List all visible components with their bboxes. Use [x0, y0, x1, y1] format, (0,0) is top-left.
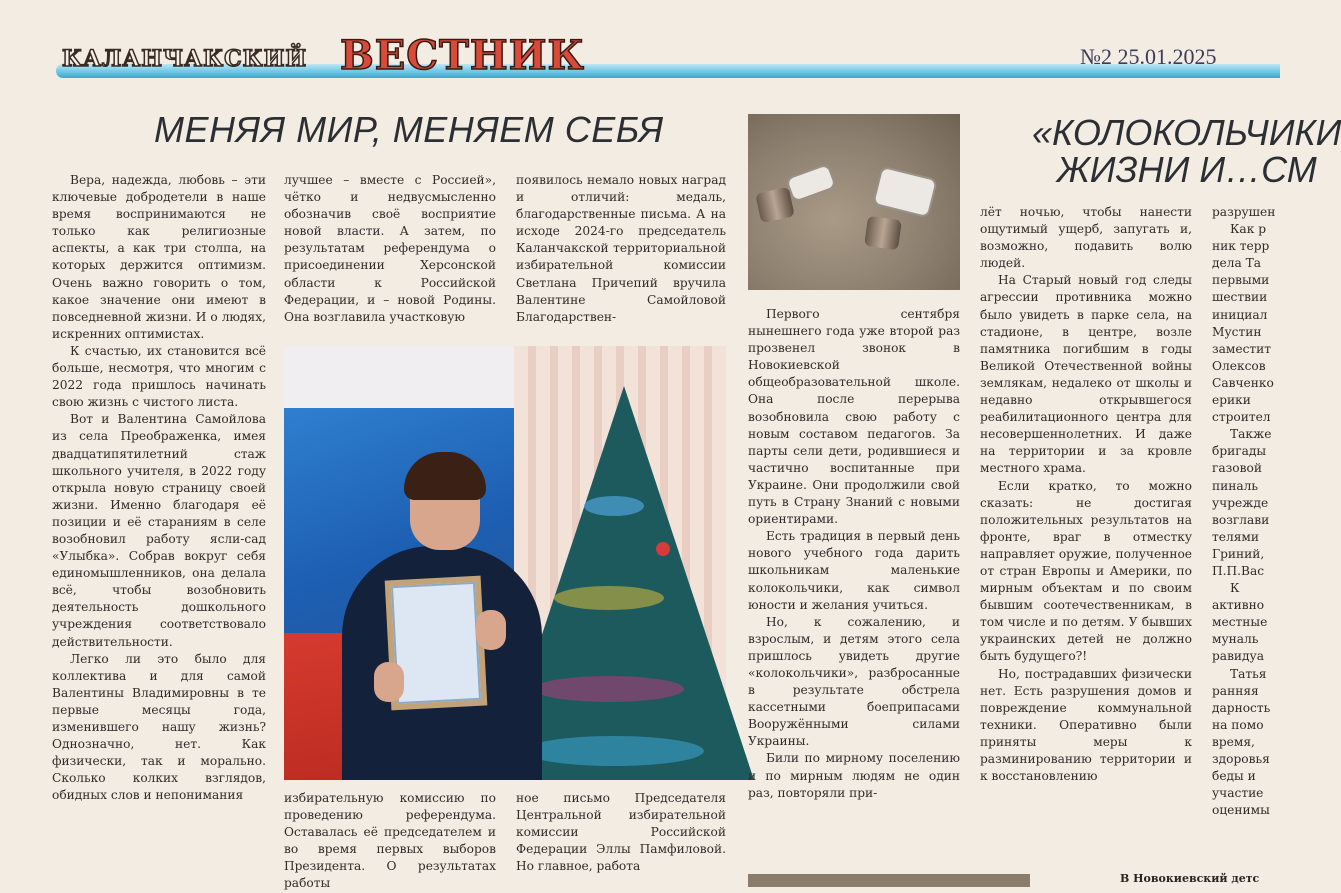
- tinsel: [524, 736, 704, 766]
- article2-paragraph: Как р ник терр дела Та первыми шествии инициал Мустин заместит Олексов Савченко ерики строител: [1212, 222, 1274, 425]
- article2-paragraph: Есть традиция в первый день нового учебного года дарить школьникам маленькие колокольчики, как символ юности и желания учиться.: [748, 529, 960, 612]
- ornament: [656, 542, 670, 556]
- article2-paragraph: К активно местные муналь равидуа: [1212, 581, 1268, 664]
- article1-paragraph: Вот и Валентина Самойлова из села Преображенка, имея двадцатипятилетний стаж школьного учителя, в 2022 году открыла новую страницу своей жизни. Именно благодаря её позиции и её стараниям в селе возобновил работу ясли-сад «Улыбка». Собрав вокруг себя единомышленников, она делала всё, чтобы возобновить деятельность дошкольного учреждения соответствовало действительности.: [52, 412, 266, 649]
- article1-column-3-top: [516, 172, 726, 342]
- article1-paragraph: Легко ли это было для коллектива и для самой Валентины Владимировны в те первые месяцы года, изменившего нашу жизнь? Однозначно, нет. Как физически, так и морально. Сколько колких взглядов, обидных слов и непонимания: [52, 651, 266, 803]
- masthead-name-big: ВЕСТНИК: [340, 32, 585, 79]
- article1-column-3-bottom: [516, 790, 726, 887]
- article1-column-2-top: [284, 172, 496, 342]
- bell-fragment: [872, 166, 938, 219]
- article1-paragraph: появилось немало новых наград и отличий: медаль, благодарственные письма. А на исходе 2024-го председатель Каланчакской территориальной избирательной комиссии Светлана Причепий вручила Валентине Самойловой Благодарствен-: [516, 173, 726, 324]
- bell: [864, 216, 902, 250]
- article1-paragraph: лучшее – вместе с Россией», чётко и недвусмысленно обозначив своё восприятие новой власти. А затем, по результатам референдума о присоединении Херсонской области к Российской Федерации, и – новой Родины. Она возглавила участковую: [284, 173, 496, 324]
- article2-paragraph: Били по мирному поселению и по мирным людям не один раз, повторяли при-: [748, 751, 960, 800]
- hand: [476, 610, 506, 650]
- article2-paragraph: Также бригады газовой пиналь учрежде возглави телями Гриний, П.П.Вас: [1212, 427, 1272, 578]
- article1-paragraph: Вера, надежда, любовь – эти ключевые добродетели в наше время воспринимаются не только как религиозные аспекты, а как три столпа, на которых держится оптимизм. Очень важно говорить о том, какое значение они имеют в повседневной жизни. И о людях, искренних оптимистах.: [52, 173, 266, 341]
- article1-photo: [284, 346, 726, 780]
- article1-column-1: [52, 172, 266, 887]
- hand: [374, 662, 404, 702]
- article2-photo: [748, 114, 960, 290]
- article2-paragraph: Но, пострадавших физически нет. Есть разрушения домов и повреждение коммунальной техники. Оперативно были приняты меры к разминированию территории и к восстановлению: [980, 666, 1192, 784]
- article1-column-2-bottom: [284, 790, 496, 891]
- masthead: [0, 0, 1280, 92]
- article2-column-1: [748, 306, 960, 887]
- article2-paragraph: На Старый новый год следы агрессии противника можно было увидеть в парке села, на стадионе, в центре, возле памятника погибшим в годы Великой Отечественной войны землякам, недалеко от школы и недавно открывшегося реабилитационного центра для несовершеннолетних. И даже на территории и за кровле местного храма.: [980, 273, 1192, 476]
- tinsel: [534, 676, 684, 702]
- masthead-name-small: КАЛАНЧАКСКИЙ: [62, 46, 308, 72]
- flag-white-stripe: [284, 346, 514, 408]
- article1-paragraph: ное письмо Председателя Центральной избирательной комиссии Российской Федерации Эллы Памфиловой. Но главное, работа: [516, 791, 726, 874]
- article1-paragraph: избирательную комиссию по проведению референдума. Оставалась её председателем и во время первых выборов Президента. О результатах работы: [284, 791, 496, 891]
- article2-paragraph: Но, к сожалению, и взрослым, и детям этого села пришлось увидеть другие «колокольчики», разбросанные в результате обстрела кассетными боеприпасами Вооружёнными силами Украины.: [748, 614, 960, 749]
- tinsel: [584, 496, 644, 516]
- article2-paragraph: Татья ранняя дарность на помо время, здоровья беды и участие оценимы: [1212, 666, 1271, 818]
- article1-headline: МЕНЯЯ МИР, МЕНЯЕМ СЕБЯ: [154, 109, 664, 150]
- tinsel: [554, 586, 664, 610]
- article1-paragraph: К счастью, их становится всё больше, несмотря, что многим с 2022 года пришлось начинать свою жизнь с чистого листа.: [52, 343, 266, 410]
- bell: [755, 187, 794, 223]
- issue-number-date: №2 25.01.2025: [1080, 44, 1217, 69]
- article2-column-2: [980, 204, 1192, 864]
- article2-bottom-photo: [748, 874, 1030, 887]
- article2-paragraph: Если кратко, то можно сказать: не достигая положительных результатов на фронте, враг в отместку направляет оружие, полученное от стран Европы и Америки, по мирным объектам и по своим бывшим соотечественникам, в том числе и по детям. У бывших украинских детей не должно быть будущего?!: [980, 478, 1192, 664]
- article2-bottom-caption: В Новокиевский детс: [1120, 872, 1260, 885]
- article2-paragraph: Первого сентября нынешнего года уже второй раз прозвенел звонок в Новокиевской общеобразовательной школе. Она после перерыва возобновила свою работу с новым составом педагогов. За парты сели дети, родившиеся и частично воспитанные при Украине. Они продолжили свой путь в Страну Знаний с новыми ориентирами.: [748, 307, 960, 527]
- bell-fragment: [785, 163, 837, 203]
- article2-paragraph: разрушен: [1212, 205, 1276, 219]
- article2-column-3: [1212, 204, 1280, 864]
- article2-headline: «КОЛОКОЛЬЧИКИ ЖИЗНИ И…СМ: [1032, 112, 1341, 191]
- article2-paragraph: лёт ночью, чтобы нанести ощутимый ущерб, запугать и, возможно, подавить волю людей.: [980, 205, 1192, 271]
